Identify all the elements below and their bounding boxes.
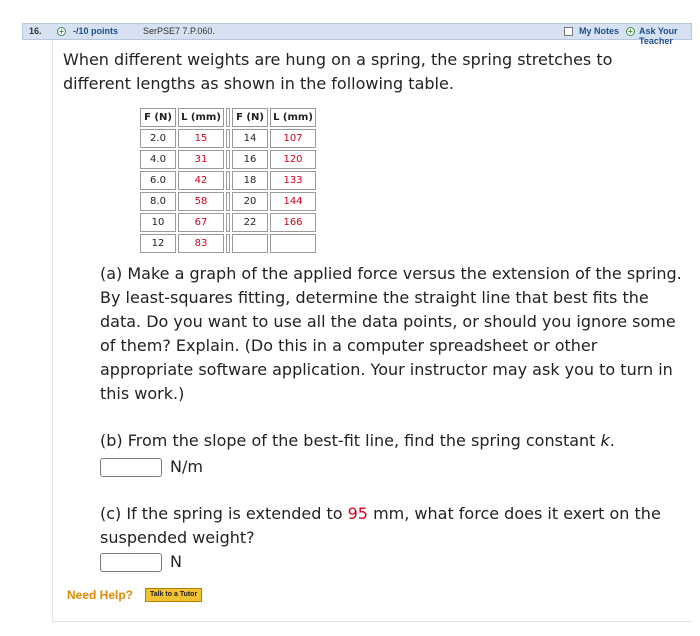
part-b-question [100, 429, 685, 453]
table-cell: 42 [178, 171, 224, 190]
spring-constant-input[interactable] [100, 458, 162, 477]
table-cell: 8.0 [140, 192, 176, 211]
table-cell: 20 [232, 192, 268, 211]
column-header: F (N) [140, 108, 176, 127]
table-cell: 18 [232, 171, 268, 190]
table-cell: 14 [232, 129, 268, 148]
points-label: -/10 points [73, 26, 119, 36]
force-input[interactable] [100, 553, 162, 572]
part-b-text: (b) From the slope of the best-fit line, find the spring constant [100, 431, 596, 450]
table-cell: 83 [178, 234, 224, 253]
question-number: 16. [29, 26, 42, 36]
table-cell: 166 [270, 213, 316, 232]
my-notes-link[interactable]: My Notes [579, 26, 620, 36]
table-header-row [140, 108, 316, 127]
spring-constant-unit: N/m [170, 457, 203, 476]
table-cell: 31 [178, 150, 224, 169]
table-cell: 12 [140, 234, 176, 253]
table-cell: 58 [178, 192, 224, 211]
table-cell [232, 234, 268, 253]
part-c-question [100, 502, 685, 550]
table-row [140, 129, 316, 148]
expand-plus-icon[interactable]: + [57, 27, 66, 36]
column-separator [226, 108, 230, 127]
table-row [140, 150, 316, 169]
table-cell: 22 [232, 213, 268, 232]
ask-your-teacher-link[interactable]: Ask Your Teacher [639, 26, 678, 46]
part-c-text-after: mm, what force does it exert on the suspended weight? [100, 504, 661, 547]
column-separator [226, 150, 230, 169]
question-header [22, 23, 692, 46]
table-row [140, 234, 316, 253]
table-cell: 6.0 [140, 171, 176, 190]
column-header: F (N) [232, 108, 268, 127]
column-separator [226, 213, 230, 232]
need-help-label: Need Help? [67, 588, 134, 602]
table-cell [270, 234, 316, 253]
table-cell: 107 [270, 129, 316, 148]
table-cell: 15 [178, 129, 224, 148]
column-header: L (mm) [270, 108, 316, 127]
table-row [140, 213, 316, 232]
table-cell: 67 [178, 213, 224, 232]
table-cell: 120 [270, 150, 316, 169]
column-separator [226, 192, 230, 211]
table-cell: 2.0 [140, 129, 176, 148]
table-row [140, 192, 316, 211]
column-header: L (mm) [178, 108, 224, 127]
source-code: SerPSE7 7.P.060. [143, 26, 215, 36]
part-c-text-before: (c) If the spring is extended to [100, 504, 343, 523]
table-cell: 133 [270, 171, 316, 190]
table-cell: 10 [140, 213, 176, 232]
data-table [138, 106, 318, 255]
extension-value: 95 [347, 504, 368, 523]
table-cell: 4.0 [140, 150, 176, 169]
column-separator [226, 171, 230, 190]
table-cell: 144 [270, 192, 316, 211]
my-notes-checkbox[interactable] [564, 27, 573, 36]
table-row [140, 171, 316, 190]
column-separator [226, 234, 230, 253]
ask-teacher-plus-icon[interactable]: + [626, 27, 635, 36]
force-unit: N [170, 552, 182, 571]
question-intro: When different weights are hung on a spring, the spring stretches to different lengths as shown in the following table. [63, 50, 613, 93]
table-cell: 16 [232, 150, 268, 169]
part-b-end: . [609, 431, 615, 450]
part-a-text: (a) Make a graph of the applied force versus the extension of the spring. By least-squares fitting, determine the straight line that best fits the data. Do you want to use all the data points, or should you ignore some of them? Explain. (Do this in a computer spreadsheet or other appropriate software application. Your instructor may ask you to turn in this work.) [100, 264, 682, 403]
column-separator [226, 129, 230, 148]
talk-to-tutor-button[interactable]: Talk to a Tutor [145, 588, 202, 602]
spring-constant-symbol: k [600, 431, 610, 450]
